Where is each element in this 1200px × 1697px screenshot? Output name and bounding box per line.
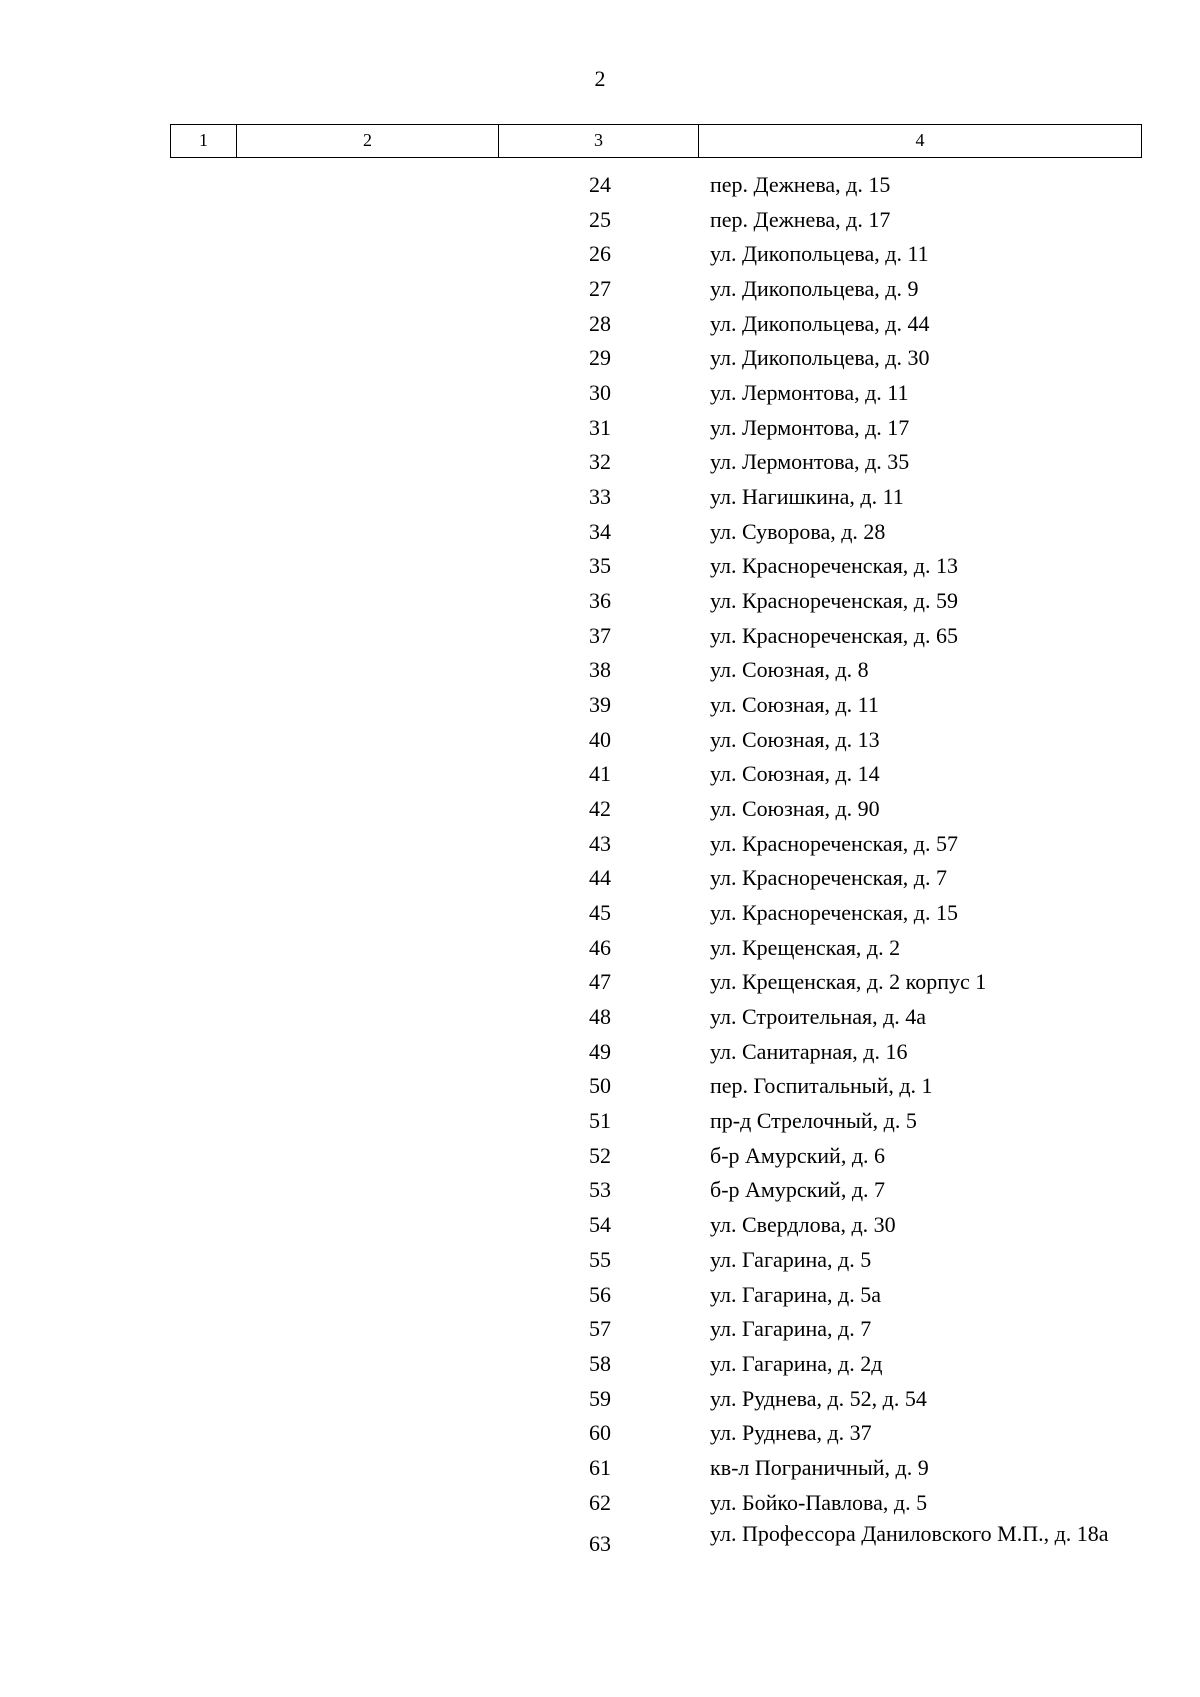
table-row [0,1035,1200,1070]
table-row [0,1312,1200,1347]
table-row [0,1486,1200,1521]
table-row [0,549,1200,584]
row-number: 51 [589,1108,611,1134]
row-number: 37 [589,622,611,648]
row-address: пр-д Стрелочный, д. 5 [710,1108,917,1134]
header-cell-col-3: 3 [499,125,699,157]
row-address: ул. Краснореченская, д. 65 [710,622,959,648]
table-row [0,931,1200,966]
row-number: 36 [589,588,611,614]
row-address: пер. Госпитальный, д. 1 [710,1073,933,1099]
address-list [0,168,1200,1568]
row-address: ул. Суворова, д. 28 [710,518,886,544]
table-row [0,861,1200,896]
row-number: 44 [589,865,611,891]
table-row [0,792,1200,827]
row-address: ул. Краснореченская, д. 57 [710,830,959,856]
row-number: 57 [589,1316,611,1342]
row-address: пер. Дежнева, д. 17 [710,206,891,232]
row-address: б-р Амурский, д. 7 [710,1177,886,1203]
header-cell-col-2: 2 [237,125,499,157]
table-row [0,1243,1200,1278]
row-address: ул. Руднева, д. 52, д. 54 [710,1385,927,1411]
row-address: ул. Союзная, д. 14 [710,761,880,787]
row-number: 39 [589,692,611,718]
row-number: 38 [589,657,611,683]
table-row [0,515,1200,550]
row-address: ул. Нагишкина, д. 11 [710,484,904,510]
row-number: 30 [589,380,611,406]
row-address: ул. Крещенская, д. 2 корпус 1 [710,969,987,995]
row-address: ул. Дикопольцева, д. 9 [710,276,919,302]
row-address: ул. Союзная, д. 90 [710,796,880,822]
row-number: 33 [589,484,611,510]
table-row [0,1416,1200,1451]
table-row [0,203,1200,238]
row-number: 53 [589,1177,611,1203]
row-number: 63 [589,1531,611,1557]
table-row [0,480,1200,515]
header-cell-col-1: 1 [171,125,237,157]
row-number: 29 [589,345,611,371]
row-address: ул. Союзная, д. 13 [710,726,880,752]
table-row [0,1000,1200,1035]
table-row [0,376,1200,411]
row-number: 45 [589,900,611,926]
table-row [0,1208,1200,1243]
row-number: 62 [589,1489,611,1515]
row-address: ул. Союзная, д. 8 [710,657,869,683]
row-number: 60 [589,1420,611,1446]
table-row [0,237,1200,272]
row-address: ул. Гагарина, д. 5а [710,1281,882,1307]
row-address: ул. Гагарина, д. 2д [710,1350,883,1376]
table-row [0,1382,1200,1417]
table-row [0,341,1200,376]
table-row [0,1520,1200,1568]
row-number: 55 [589,1246,611,1272]
row-number: 48 [589,1004,611,1030]
row-address: ул. Краснореченская, д. 13 [710,553,959,579]
row-address: ул. Санитарная, д. 16 [710,1038,908,1064]
row-number: 58 [589,1350,611,1376]
row-address: ул. Руднева, д. 37 [710,1420,872,1446]
row-address: ул. Профессора Даниловского М.П., д. 18а [710,1521,1109,1547]
row-number: 25 [589,206,611,232]
table-row [0,584,1200,619]
table-row [0,272,1200,307]
row-number: 42 [589,796,611,822]
row-address: ул. Краснореченская, д. 59 [710,588,959,614]
row-address: кв-л Пограничный, д. 9 [710,1454,929,1480]
row-address: ул. Лермонтова, д. 17 [710,414,910,440]
row-number: 43 [589,830,611,856]
row-address: ул. Дикопольцева, д. 44 [710,310,930,336]
table-row [0,1278,1200,1313]
table-row [0,619,1200,654]
row-address: ул. Союзная, д. 11 [710,692,879,718]
table-row [0,168,1200,203]
row-address: б-р Амурский, д. 6 [710,1142,886,1168]
row-number: 61 [589,1454,611,1480]
row-address: ул. Краснореченская, д. 7 [710,865,948,891]
table-row [0,1104,1200,1139]
table-row [0,1139,1200,1174]
table-row [0,411,1200,446]
row-number: 27 [589,276,611,302]
row-address: ул. Гагарина, д. 5 [710,1246,872,1272]
table-row [0,653,1200,688]
table-row [0,1069,1200,1104]
row-number: 34 [589,518,611,544]
row-number: 24 [589,172,611,197]
row-address: ул. Свердлова, д. 30 [710,1212,896,1238]
row-address: ул. Краснореченская, д. 15 [710,900,959,926]
table-row [0,1173,1200,1208]
row-number: 31 [589,414,611,440]
row-number: 49 [589,1038,611,1064]
row-number: 46 [589,934,611,960]
table-row [0,1451,1200,1486]
row-number: 40 [589,726,611,752]
row-address: пер. Дежнева, д. 15 [710,172,891,197]
row-number: 32 [589,449,611,475]
table-row [0,896,1200,931]
row-number: 54 [589,1212,611,1238]
row-number: 59 [589,1385,611,1411]
page-number: 2 [594,66,606,91]
row-number: 28 [589,310,611,336]
table-row [0,757,1200,792]
header-cell-col-4: 4 [915,130,925,150]
row-number: 52 [589,1142,611,1168]
row-number: 35 [589,553,611,579]
row-number: 56 [589,1281,611,1307]
table-row [0,965,1200,1000]
table-row [0,827,1200,862]
row-number: 41 [589,761,611,787]
table-row [0,723,1200,758]
row-address: ул. Строительная, д. 4а [710,1004,927,1030]
table-row [0,307,1200,342]
row-address: ул. Крещенская, д. 2 [710,934,901,960]
table-header [170,124,1142,158]
table-row [0,688,1200,723]
row-address: ул. Лермонтова, д. 11 [710,380,909,406]
table-row [0,445,1200,480]
row-number: 26 [589,241,611,267]
row-number: 47 [589,969,611,995]
row-address: ул. Бойко-Павлова, д. 5 [710,1489,928,1515]
table-row [0,1347,1200,1382]
row-number: 50 [589,1073,611,1099]
row-address: ул. Дикопольцева, д. 30 [710,345,930,371]
row-address: ул. Дикопольцева, д. 11 [710,241,929,267]
row-address: ул. Лермонтова, д. 35 [710,449,910,475]
row-address: ул. Гагарина, д. 7 [710,1316,872,1342]
